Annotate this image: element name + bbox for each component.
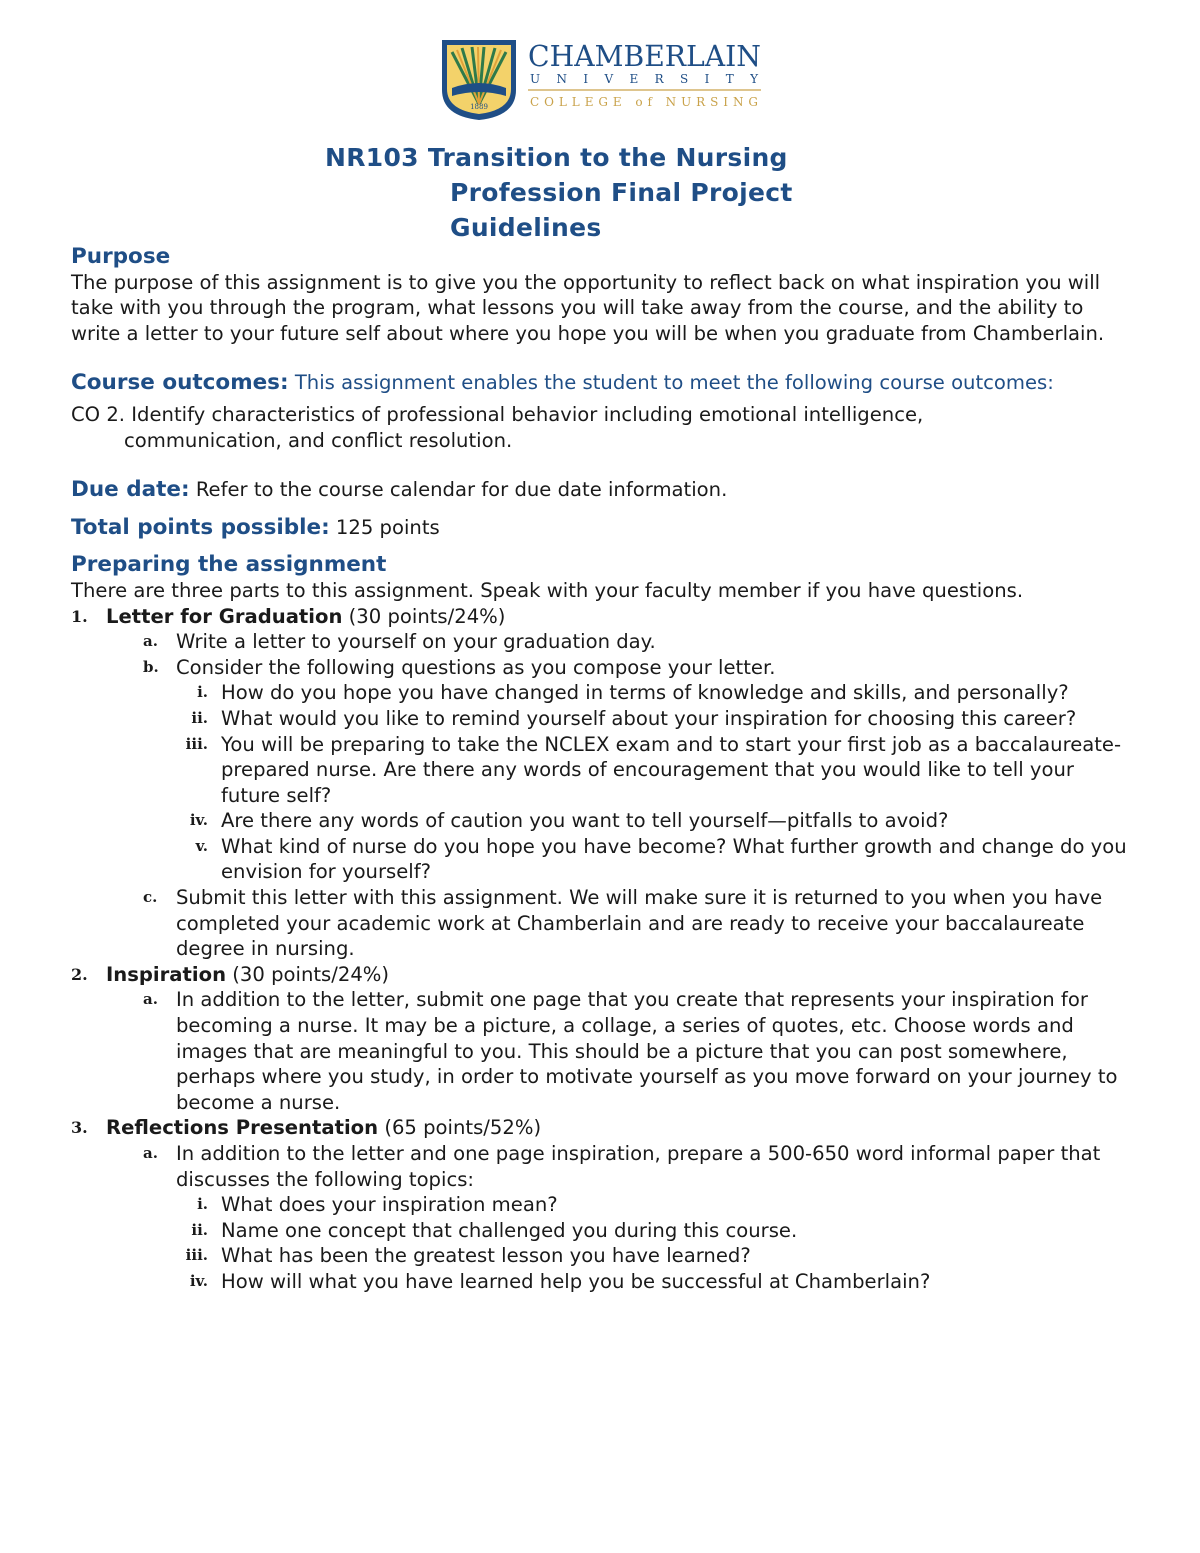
part-1	[71, 604, 1131, 630]
question-text: Name one concept that challenged you during this course.	[221, 1218, 798, 1242]
item-text: In addition to the letter, submit one page that you create that represents your inspiration for becoming a nurse. It may be a picture, a collage, a series of quotes, etc. Choose words and images that are meaningful to you. This should be a picture that you can post somewhere, perhaps where you study, in order to motivate yourself as you move forward on your journey to become a nurse.	[176, 988, 1118, 1114]
question-text: What does your inspiration mean?	[221, 1193, 558, 1217]
question-number: v.	[195, 836, 208, 855]
question-number: iv.	[189, 811, 208, 830]
question-text: Are there any words of caution you want to tell yourself—pitfalls to avoid?	[221, 809, 949, 833]
document-title-line-3: Guidelines	[450, 213, 602, 242]
question-item	[71, 1243, 1131, 1269]
part-2-item-a	[71, 987, 1131, 1115]
part-1-item-c	[71, 885, 1131, 962]
svg-text:1889: 1889	[470, 103, 488, 111]
question-item	[71, 834, 1131, 885]
item-text: Write a letter to yourself on your graduation day.	[176, 630, 656, 654]
co-text-line-2: communication, and conflict resolution.	[124, 428, 513, 452]
question-item	[71, 732, 1131, 809]
svg-text:COLLEGE of NURSING: COLLEGE of NURSING	[530, 95, 758, 109]
question-text: How do you hope you have changed in terms of knowledge and skills, and personally?	[221, 681, 1069, 705]
outcomes-heading: Course outcomes:	[71, 370, 289, 396]
course-outcome-2	[71, 402, 1131, 428]
question-text: You will be preparing to take the NCLEX exam and to start your first job as a baccalaureate-prepared nurse. Are there any words of encouragement that you would like to tell your future self?	[221, 732, 1122, 807]
course-outcomes	[71, 370, 1131, 396]
part-3-number: 3.	[71, 1118, 88, 1138]
svg-text:U N I V E R S I T Y: U N I V E R S I T Y	[530, 72, 758, 86]
part-1-item-b	[71, 655, 1131, 681]
question-number: i.	[197, 1195, 208, 1214]
logo-graphic	[440, 38, 765, 120]
item-text: In addition to the letter and one page inspiration, prepare a 500-650 word informal paper that discusses the following topics:	[176, 1142, 1101, 1191]
item-text: Consider the following questions as you compose your letter.	[176, 655, 776, 679]
points-heading: Total points possible:	[71, 514, 330, 540]
question-text: How will what you have learned help you be successful at Chamberlain?	[221, 1269, 931, 1293]
part-3-item-a	[71, 1141, 1131, 1192]
part-1-number: 1.	[71, 606, 88, 626]
question-item	[71, 1192, 1131, 1218]
part-1-item-a	[71, 629, 1131, 655]
part-1-title: Letter for Graduation	[106, 604, 343, 628]
question-text: What would you like to remind yourself about your inspiration for choosing this career?	[221, 706, 1077, 730]
question-number: ii.	[191, 708, 208, 727]
preparing-heading: Preparing the assignment	[71, 552, 387, 578]
part-3-points: (65 points/52%)	[384, 1116, 542, 1140]
question-number: iv.	[189, 1271, 208, 1290]
item-letter: b.	[143, 657, 159, 676]
due-text: Refer to the course calendar for due date information.	[195, 478, 728, 502]
part-2	[71, 962, 1131, 988]
item-text: Submit this letter with this assignment. We will make sure it is returned to you when you have completed your academic work at Chamberlain and are ready to receive your baccalaureate degree in nursing.	[176, 886, 1103, 961]
item-letter: c.	[143, 888, 158, 907]
chamberlain-logo	[440, 38, 765, 120]
item-letter: a.	[143, 632, 158, 651]
total-points	[71, 515, 1131, 541]
part-3-title: Reflections Presentation	[106, 1116, 379, 1140]
document-title-line-1: NR103 Transition to the Nursing	[325, 143, 788, 172]
outcomes-intro: This assignment enables the student to meet the following course outcomes:	[294, 371, 1054, 395]
svg-text:CHAMBERLAIN: CHAMBERLAIN	[528, 39, 761, 73]
part-1-points: (30 points/24%)	[348, 604, 506, 628]
question-item	[71, 1218, 1131, 1244]
question-number: iii.	[185, 734, 208, 753]
document-body	[71, 244, 1131, 1295]
question-item	[71, 1269, 1131, 1295]
co-text-line-1: Identify characteristics of professional behavior including emotional intelligence,	[131, 402, 924, 426]
question-number: i.	[197, 683, 208, 702]
question-number: iii.	[185, 1246, 208, 1265]
preparing-intro: There are three parts to this assignment. Speak with your faculty member if you have questions.	[71, 578, 1024, 602]
points-text: 125 points	[335, 515, 440, 539]
purpose-text: The purpose of this assignment is to give you the opportunity to reflect back on what inspiration you will take with you through the program, what lessons you will take away from the course, and the ability to write a letter to your future self about where you hope you will be when you graduate from Chamberlain.	[71, 270, 1105, 345]
question-text: What has been the greatest lesson you have learned?	[221, 1244, 751, 1268]
due-date	[71, 477, 1131, 503]
part-2-title: Inspiration	[106, 962, 227, 986]
part-2-points: (30 points/24%)	[232, 962, 390, 986]
part-2-number: 2.	[71, 964, 88, 984]
question-number: ii.	[191, 1220, 208, 1239]
question-item	[71, 680, 1131, 706]
due-heading: Due date:	[71, 477, 190, 503]
question-item	[71, 706, 1131, 732]
question-text: What kind of nurse do you hope you have become? What further growth and change do you envision for yourself?	[221, 834, 1127, 884]
item-letter: a.	[143, 1144, 158, 1162]
item-letter: a.	[143, 990, 158, 1009]
question-item	[71, 808, 1131, 834]
document-title-line-2: Profession Final Project	[450, 178, 793, 207]
co-label: CO 2.	[71, 402, 126, 426]
part-3	[71, 1115, 1131, 1141]
purpose-heading: Purpose	[71, 244, 171, 269]
